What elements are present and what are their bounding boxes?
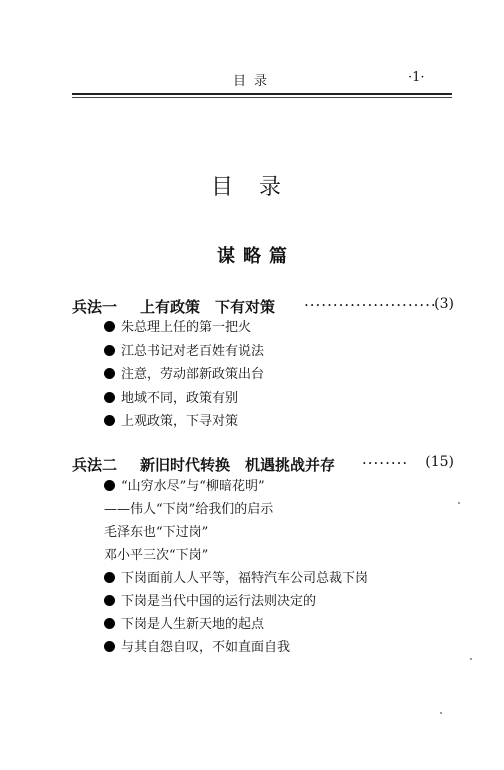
- header-rule-thick: [72, 93, 452, 95]
- header-rule-thin: [72, 97, 452, 98]
- bullet-icon: [104, 415, 115, 426]
- bullet-icon: [104, 641, 115, 652]
- chapter-page-ref: (3): [434, 296, 454, 312]
- item-text: 下岗是人生新天地的起点: [121, 617, 265, 632]
- item-text: 地域不同，政策有别: [121, 391, 239, 406]
- running-header: [0, 70, 504, 90]
- item-text: 朱总理上任的第一把火: [121, 320, 252, 335]
- scan-speck: [470, 658, 472, 660]
- list-item: [104, 614, 264, 636]
- list-item: [104, 317, 251, 339]
- chapter-page-ref: (15): [425, 454, 454, 470]
- item-text: 注意，劳动部新政策出台: [121, 367, 265, 382]
- list-item: [104, 341, 264, 363]
- running-title: 目录: [233, 74, 276, 89]
- bullet-icon: [104, 321, 115, 332]
- page-number: ·1·: [408, 70, 425, 85]
- item-text: ——伟人“下岗”给我们的启示: [104, 502, 274, 517]
- list-item-subtitle: [104, 499, 273, 521]
- item-text: 上观政策，下寻对策: [121, 414, 239, 429]
- list-item: [104, 476, 265, 498]
- chapter-2-heading: [72, 454, 454, 478]
- section-heading: 谋略篇: [217, 246, 295, 267]
- item-text: 下岗是当代中国的运行法则决定的: [121, 594, 317, 609]
- bullet-icon: [104, 345, 115, 356]
- leader-dots: ·······················: [304, 296, 437, 314]
- chapter-title: 新旧时代转换 机遇挑战并存: [140, 456, 336, 474]
- bullet-icon: [104, 392, 115, 403]
- list-item: [104, 591, 316, 613]
- item-text: 邓小平三次“下岗”: [104, 548, 209, 563]
- list-item-plain: [104, 522, 208, 544]
- item-text: 毛泽东也“下过岗”: [104, 525, 209, 540]
- bullet-icon: [104, 618, 115, 629]
- scan-speck: [458, 502, 460, 504]
- list-item: [104, 388, 238, 410]
- scan-speck: [440, 712, 442, 714]
- bullet-icon: [104, 572, 115, 583]
- item-text: 江总书记对老百姓有说法: [121, 344, 265, 359]
- list-item-plain: [104, 545, 208, 567]
- list-item: [104, 568, 368, 590]
- item-text: “山穷水尽”与“柳暗花明”: [121, 479, 265, 494]
- toc-heading: 目录: [210, 175, 307, 200]
- item-text: 与其自怨自叹，不如直面自我: [121, 640, 291, 655]
- bullet-icon: [104, 480, 115, 491]
- chapter-label: 兵法一: [72, 298, 118, 316]
- chapter-title: 上有政策 下有对策: [140, 298, 276, 316]
- list-item: [104, 364, 264, 386]
- list-item: [104, 411, 238, 433]
- leader-dots: ········: [362, 454, 409, 472]
- bullet-icon: [104, 595, 115, 606]
- bullet-icon: [104, 368, 115, 379]
- list-item: [104, 637, 290, 659]
- item-text: 下岗面前人人平等，福特汽车公司总裁下岗: [121, 571, 369, 586]
- chapter-label: 兵法二: [72, 456, 118, 474]
